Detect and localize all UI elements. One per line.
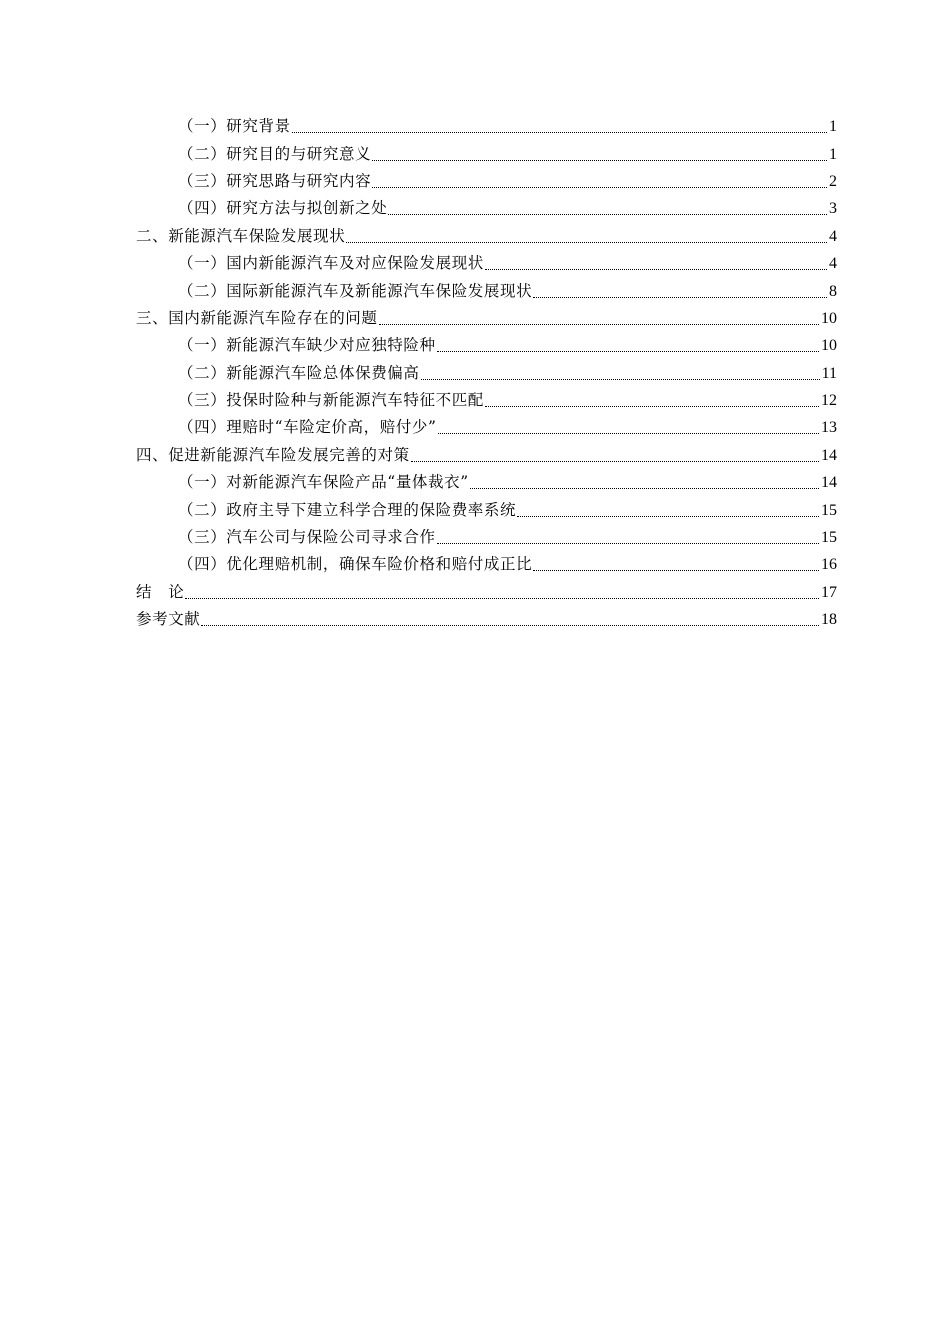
toc-page-number: 12	[821, 392, 837, 410]
toc-entry-conclusion[interactable]	[0, 579, 837, 606]
toc-entry-title: 二、新能源汽车保险发展现状	[136, 226, 346, 245]
toc-page-number: 11	[821, 364, 837, 382]
toc-entry-4-4[interactable]	[0, 551, 837, 578]
toc-entry-references[interactable]	[0, 606, 837, 633]
toc-entry-1-2[interactable]	[0, 140, 837, 167]
toc-dot-leader	[292, 132, 827, 133]
toc-entry-2-2[interactable]	[0, 277, 837, 304]
toc-page-number: 15	[821, 529, 837, 547]
toc-dot-leader	[346, 242, 827, 243]
toc-dot-leader	[421, 379, 820, 380]
toc-entry-1-4[interactable]	[0, 195, 837, 222]
toc-entry-3-2[interactable]	[0, 360, 837, 387]
table-of-contents	[0, 113, 950, 633]
toc-entry-1-3[interactable]	[0, 168, 837, 195]
toc-entry-3-1[interactable]	[0, 332, 837, 359]
toc-dot-leader	[437, 543, 819, 544]
toc-dot-leader	[517, 516, 819, 517]
toc-dot-leader	[379, 324, 819, 325]
toc-entry-title: （二）研究目的与研究意义	[178, 144, 372, 163]
toc-dot-leader	[533, 297, 827, 298]
toc-dot-leader	[411, 461, 819, 462]
toc-page-number: 16	[821, 556, 837, 574]
toc-page-number: 15	[821, 501, 837, 519]
toc-page-number: 17	[821, 583, 837, 601]
toc-page-number: 18	[821, 611, 837, 629]
toc-dot-leader	[470, 488, 819, 489]
toc-page-number: 4	[829, 255, 837, 273]
toc-entry-title: 三、国内新能源汽车险存在的问题	[136, 308, 378, 327]
toc-entry-title: （二）新能源汽车险总体保费偏高	[178, 363, 420, 382]
toc-dot-leader	[533, 570, 819, 571]
toc-entry-3-4[interactable]	[0, 414, 837, 441]
toc-entry-title: （一）对新能源汽车保险产品“量体裁衣”	[178, 473, 469, 492]
toc-entry-4-3[interactable]	[0, 524, 837, 551]
toc-page-number: 14	[821, 474, 837, 492]
toc-entry-4-1[interactable]	[0, 469, 837, 496]
toc-dot-leader	[201, 625, 819, 626]
toc-entry-chapter-3[interactable]	[0, 305, 837, 332]
toc-page-number: 3	[829, 200, 837, 218]
toc-page-number: 1	[829, 145, 837, 163]
toc-page-number: 1	[829, 118, 837, 136]
toc-entry-title: （四）理赔时“车险定价高，赔付少”	[178, 418, 437, 437]
toc-page-number: 2	[829, 172, 837, 190]
toc-entry-title: （一）新能源汽车缺少对应独特险种	[178, 336, 436, 355]
toc-page-number: 8	[829, 282, 837, 300]
toc-entry-title: 结 论	[136, 582, 185, 601]
toc-entry-title: （三）投保时险种与新能源汽车特征不匹配	[178, 391, 484, 410]
toc-dot-leader	[372, 187, 827, 188]
toc-dot-leader	[437, 351, 819, 352]
toc-entry-1-1[interactable]	[0, 113, 837, 140]
toc-entry-chapter-4[interactable]	[0, 442, 837, 469]
toc-entry-title: （一）国内新能源汽车及对应保险发展现状	[178, 254, 484, 273]
toc-entry-4-2[interactable]	[0, 496, 837, 523]
toc-entry-3-3[interactable]	[0, 387, 837, 414]
toc-entry-2-1[interactable]	[0, 250, 837, 277]
toc-entry-title: （一）研究背景	[178, 117, 291, 136]
toc-entry-title: （二）政府主导下建立科学合理的保险费率系统	[178, 500, 517, 519]
toc-dot-leader	[438, 433, 819, 434]
toc-entry-title: （三）研究思路与研究内容	[178, 171, 372, 190]
toc-entry-title: （四）研究方法与拟创新之处	[178, 199, 388, 218]
toc-dot-leader	[388, 214, 827, 215]
toc-dot-leader	[372, 160, 827, 161]
toc-page-number: 10	[821, 309, 837, 327]
toc-dot-leader	[485, 406, 819, 407]
toc-entry-title: 参考文献	[136, 610, 201, 629]
toc-page-number: 10	[821, 337, 837, 355]
toc-dot-leader	[185, 598, 819, 599]
toc-dot-leader	[485, 269, 827, 270]
toc-entry-title: （三）汽车公司与保险公司寻求合作	[178, 528, 436, 547]
toc-page-number: 13	[821, 419, 837, 437]
toc-page-number: 14	[821, 446, 837, 464]
toc-page-number: 4	[829, 227, 837, 245]
toc-entry-title: 四、促进新能源汽车险发展完善的对策	[136, 445, 410, 464]
toc-entry-chapter-2[interactable]	[0, 223, 837, 250]
toc-entry-title: （二）国际新能源汽车及新能源汽车保险发展现状	[178, 281, 533, 300]
toc-entry-title: （四）优化理赔机制，确保车险价格和赔付成正比	[178, 555, 533, 574]
